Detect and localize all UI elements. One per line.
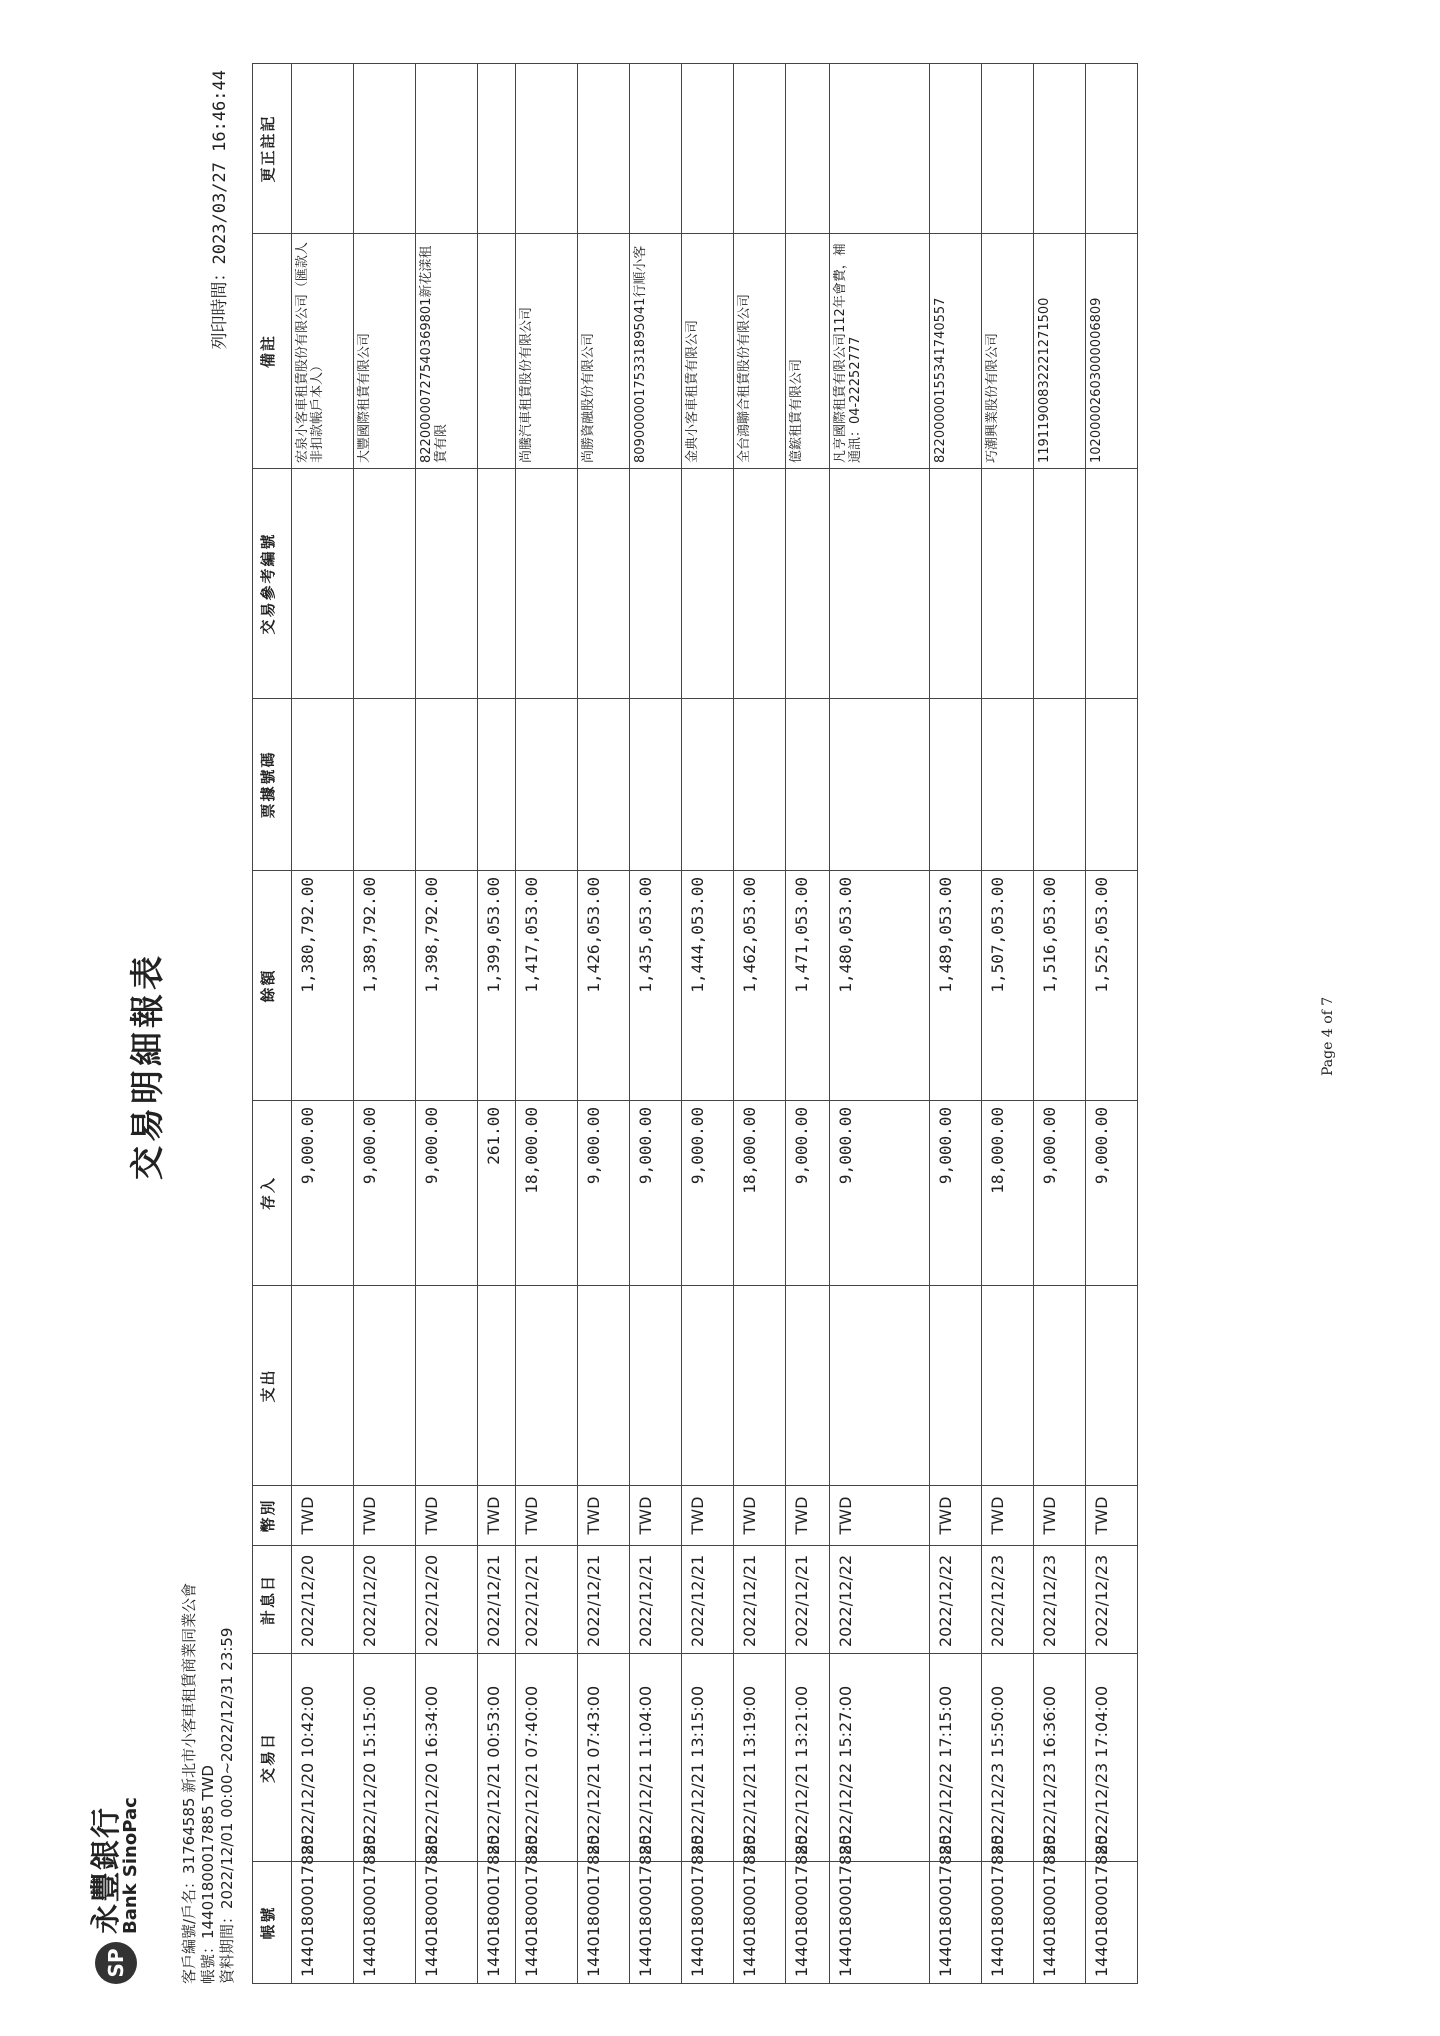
cell-debit	[292, 1286, 354, 1486]
table-row	[930, 64, 982, 1984]
cell-cheque	[516, 699, 578, 871]
cell-cheque	[292, 699, 354, 871]
cell-cheque	[786, 699, 830, 871]
cell-cheque	[478, 699, 516, 871]
table-row	[982, 64, 1034, 1984]
cell-credit: 9,000.00	[578, 1101, 630, 1286]
cell-value-date: 2022/12/21	[786, 1546, 830, 1654]
report-title: 交易明細報表	[128, 952, 168, 1180]
col-header: 票據號碼	[253, 699, 292, 871]
cell-memo: 尚勝資融股份有限公司	[578, 234, 630, 469]
cell-currency: TWD	[516, 1486, 578, 1546]
cell-txn-date: 2022/12/22 15:27:00	[830, 1654, 930, 1862]
cell-credit: 9,000.00	[1086, 1101, 1138, 1286]
cell-account: 14401800017885	[292, 1862, 354, 1984]
cell-correction	[578, 64, 630, 234]
cell-ref	[682, 469, 734, 699]
cell-debit	[682, 1286, 734, 1486]
cell-cheque	[734, 699, 786, 871]
cell-currency: TWD	[578, 1486, 630, 1546]
cell-account: 14401800017885	[354, 1862, 416, 1984]
cell-correction	[682, 64, 734, 234]
cell-balance: 1,507,053.00	[982, 871, 1034, 1101]
cell-ref	[734, 469, 786, 699]
cell-value-date: 2022/12/21	[516, 1546, 578, 1654]
cell-txn-date: 2022/12/20 16:34:00	[416, 1654, 478, 1862]
cell-value-date: 2022/12/22	[830, 1546, 930, 1654]
col-header: 帳號	[253, 1862, 292, 1984]
cell-cheque	[354, 699, 416, 871]
cell-memo: 凡亨國際租賃有限公司112年會費，補通訊：04-22252777	[830, 234, 930, 469]
cell-account: 14401800017885	[516, 1862, 578, 1984]
table-row	[478, 64, 516, 1984]
cell-value-date: 2022/12/21	[478, 1546, 516, 1654]
cell-cheque	[578, 699, 630, 871]
sinopac-logo-icon: SP	[95, 1942, 137, 1984]
cell-memo	[478, 234, 516, 469]
cell-correction	[292, 64, 354, 234]
cell-currency: TWD	[786, 1486, 830, 1546]
cell-account: 14401800017885	[1086, 1862, 1138, 1984]
cell-debit	[630, 1286, 682, 1486]
table-row	[516, 64, 578, 1984]
cell-value-date: 2022/12/23	[982, 1546, 1034, 1654]
table-row	[354, 64, 416, 1984]
cell-value-date: 2022/12/23	[1086, 1546, 1138, 1654]
cell-ref	[292, 469, 354, 699]
cell-memo: 80900000175331895041行順小客	[630, 234, 682, 469]
cell-txn-date: 2022/12/21 00:53:00	[478, 1654, 516, 1862]
cell-credit: 9,000.00	[930, 1101, 982, 1286]
table-row	[1086, 64, 1138, 1984]
cell-memo: 全台鴻聯合租賃股份有限公司	[734, 234, 786, 469]
cell-balance: 1,389,792.00	[354, 871, 416, 1101]
col-header: 存入	[253, 1101, 292, 1286]
cell-correction	[1034, 64, 1086, 234]
cell-value-date: 2022/12/20	[354, 1546, 416, 1654]
cell-cheque	[1034, 699, 1086, 871]
cell-currency: TWD	[630, 1486, 682, 1546]
cell-value-date: 2022/12/21	[630, 1546, 682, 1654]
col-header: 備註	[253, 234, 292, 469]
cell-txn-date: 2022/12/21 11:04:00	[630, 1654, 682, 1862]
cell-correction	[930, 64, 982, 234]
cell-account: 14401800017885	[682, 1862, 734, 1984]
cell-ref	[578, 469, 630, 699]
bank-logo	[89, 1797, 141, 1984]
cell-balance: 1,399,053.00	[478, 871, 516, 1101]
page-number: Page 4 of 7	[1320, 996, 1336, 1076]
cell-credit: 18,000.00	[982, 1101, 1034, 1286]
cell-currency: TWD	[682, 1486, 734, 1546]
cell-currency: TWD	[734, 1486, 786, 1546]
cell-txn-date: 2022/12/21 07:43:00	[578, 1654, 630, 1862]
cell-ref	[830, 469, 930, 699]
table-row	[786, 64, 830, 1984]
cell-balance: 1,471,053.00	[786, 871, 830, 1101]
cell-credit: 9,000.00	[830, 1101, 930, 1286]
cell-memo: 巧潮興業股份有限公司	[982, 234, 1034, 469]
cell-currency: TWD	[830, 1486, 930, 1546]
cell-balance: 1,426,053.00	[578, 871, 630, 1101]
cell-cheque	[630, 699, 682, 871]
cell-currency: TWD	[1086, 1486, 1138, 1546]
cell-correction	[786, 64, 830, 234]
cell-balance: 1,444,053.00	[682, 871, 734, 1101]
cell-debit	[982, 1286, 1034, 1486]
cell-memo: 11911900832221271500	[1034, 234, 1086, 469]
col-header: 交易日	[253, 1654, 292, 1862]
cell-correction	[830, 64, 930, 234]
table-header	[253, 64, 292, 1984]
cell-balance: 1,380,792.00	[292, 871, 354, 1101]
cell-ref	[354, 469, 416, 699]
cell-ref	[930, 469, 982, 699]
cell-txn-date: 2022/12/21 07:40:00	[516, 1654, 578, 1862]
cell-ref	[416, 469, 478, 699]
cell-value-date: 2022/12/21	[578, 1546, 630, 1654]
cell-credit: 9,000.00	[354, 1101, 416, 1286]
cell-balance: 1,489,053.00	[930, 871, 982, 1101]
cell-balance: 1,462,053.00	[734, 871, 786, 1101]
bank-name-cn: 永豐銀行	[89, 1806, 124, 1934]
cell-txn-date: 2022/12/21 13:15:00	[682, 1654, 734, 1862]
cell-credit: 9,000.00	[1034, 1101, 1086, 1286]
cell-ref	[786, 469, 830, 699]
table-row	[682, 64, 734, 1984]
cell-currency: TWD	[416, 1486, 478, 1546]
cell-txn-date: 2022/12/23 16:36:00	[1034, 1654, 1086, 1862]
table-row	[630, 64, 682, 1984]
cell-correction	[734, 64, 786, 234]
cell-credit: 18,000.00	[734, 1101, 786, 1286]
report-meta	[180, 1583, 237, 1984]
table-row	[416, 64, 478, 1984]
cell-debit	[354, 1286, 416, 1486]
cell-credit: 9,000.00	[292, 1101, 354, 1286]
cell-correction	[630, 64, 682, 234]
cell-memo: 82200000727540369801新花漾租賃有限	[416, 234, 478, 469]
cell-txn-date: 2022/12/20 15:15:00	[354, 1654, 416, 1862]
cell-account: 14401800017885	[416, 1862, 478, 1984]
cell-cheque	[416, 699, 478, 871]
cell-memo: 82200000155341740557	[930, 234, 982, 469]
cell-txn-date: 2022/12/20 10:42:00	[292, 1654, 354, 1862]
cell-credit: 9,000.00	[630, 1101, 682, 1286]
cell-cheque	[930, 699, 982, 871]
cell-value-date: 2022/12/22	[930, 1546, 982, 1654]
cell-account: 14401800017885	[786, 1862, 830, 1984]
cell-debit	[1034, 1286, 1086, 1486]
cell-value-date: 2022/12/20	[292, 1546, 354, 1654]
cell-cheque	[1086, 699, 1138, 871]
cell-account: 14401800017885	[982, 1862, 1034, 1984]
cell-account: 14401800017885	[478, 1862, 516, 1984]
cell-account: 14401800017885	[630, 1862, 682, 1984]
cell-balance: 1,525,053.00	[1086, 871, 1138, 1101]
col-header: 餘額	[253, 871, 292, 1101]
table-row	[578, 64, 630, 1984]
table-row	[734, 64, 786, 1984]
table-row	[1034, 64, 1086, 1984]
cell-value-date: 2022/12/23	[1034, 1546, 1086, 1654]
col-header: 計息日	[253, 1546, 292, 1654]
cell-cheque	[830, 699, 930, 871]
cell-debit	[478, 1286, 516, 1486]
cell-memo: 金典小客車租賃有限公司	[682, 234, 734, 469]
cell-currency: TWD	[930, 1486, 982, 1546]
cell-correction	[516, 64, 578, 234]
cell-cheque	[982, 699, 1034, 871]
col-header: 支出	[253, 1286, 292, 1486]
cell-balance: 1,516,053.00	[1034, 871, 1086, 1101]
cell-currency: TWD	[478, 1486, 516, 1546]
cell-currency: TWD	[354, 1486, 416, 1546]
cell-ref	[1034, 469, 1086, 699]
cell-currency: TWD	[292, 1486, 354, 1546]
cell-debit	[930, 1286, 982, 1486]
print-time: 列印時間：2023/03/27 16:46:44	[210, 70, 230, 350]
cell-memo: 億鋐租賃有限公司	[786, 234, 830, 469]
cell-balance: 1,435,053.00	[630, 871, 682, 1101]
cell-correction	[478, 64, 516, 234]
cell-memo: 尚騰汽車租賃股份有限公司	[516, 234, 578, 469]
cell-account: 14401800017885	[930, 1862, 982, 1984]
cell-ref	[516, 469, 578, 699]
cell-txn-date: 2022/12/23 17:04:00	[1086, 1654, 1138, 1862]
cell-ref	[478, 469, 516, 699]
cell-credit: 18,000.00	[516, 1101, 578, 1286]
cell-memo: 大豐國際租賃有限公司	[354, 234, 416, 469]
cell-value-date: 2022/12/21	[734, 1546, 786, 1654]
col-header: 更正註記	[253, 64, 292, 234]
cell-currency: TWD	[1034, 1486, 1086, 1546]
cell-ref	[982, 469, 1034, 699]
cell-balance: 1,417,053.00	[516, 871, 578, 1101]
cell-credit: 261.00	[478, 1101, 516, 1286]
cell-cheque	[682, 699, 734, 871]
cell-correction	[416, 64, 478, 234]
cell-memo: 宏泉小客車租賃股份有限公司（匯款人非扣款帳戶本人）	[292, 234, 354, 469]
cell-debit	[1086, 1286, 1138, 1486]
cell-debit	[416, 1286, 478, 1486]
cell-txn-date: 2022/12/22 17:15:00	[930, 1654, 982, 1862]
cell-correction	[982, 64, 1034, 234]
cell-debit	[516, 1286, 578, 1486]
col-header: 交易參考編號	[253, 469, 292, 699]
cell-credit: 9,000.00	[682, 1101, 734, 1286]
cell-account: 14401800017885	[734, 1862, 786, 1984]
cell-debit	[578, 1286, 630, 1486]
cell-memo: 10200002603000006809	[1086, 234, 1138, 469]
cell-correction	[1086, 64, 1138, 234]
cell-value-date: 2022/12/21	[682, 1546, 734, 1654]
account-info: 帳號：14401800017885 TWD	[199, 1765, 217, 1984]
cell-credit: 9,000.00	[416, 1101, 478, 1286]
cell-account: 14401800017885	[578, 1862, 630, 1984]
period-info: 資料期間：2022/12/01 00:00~2022/12/31 23:59	[218, 1627, 236, 1984]
table-row	[292, 64, 354, 1984]
customer-info: 客戶編號/戶名：31764585 新北市小客車租賃商業同業公會	[180, 1582, 198, 1984]
cell-correction	[354, 64, 416, 234]
bank-name-en: Bank SinoPac	[120, 1797, 141, 1934]
transaction-table	[252, 63, 1138, 1984]
cell-ref	[630, 469, 682, 699]
cell-balance: 1,398,792.00	[416, 871, 478, 1101]
cell-currency: TWD	[982, 1486, 1034, 1546]
cell-value-date: 2022/12/20	[416, 1546, 478, 1654]
cell-txn-date: 2022/12/21 13:21:00	[786, 1654, 830, 1862]
cell-debit	[830, 1286, 930, 1486]
cell-credit: 9,000.00	[786, 1101, 830, 1286]
cell-ref	[1086, 469, 1138, 699]
cell-txn-date: 2022/12/21 13:19:00	[734, 1654, 786, 1862]
cell-balance: 1,480,053.00	[830, 871, 930, 1101]
col-header: 幣別	[253, 1486, 292, 1546]
cell-txn-date: 2022/12/23 15:50:00	[982, 1654, 1034, 1862]
cell-account: 14401800017885	[1034, 1862, 1086, 1984]
cell-debit	[786, 1286, 830, 1486]
cell-account: 14401800017885	[830, 1862, 930, 1984]
table-row	[830, 64, 930, 1984]
cell-debit	[734, 1286, 786, 1486]
